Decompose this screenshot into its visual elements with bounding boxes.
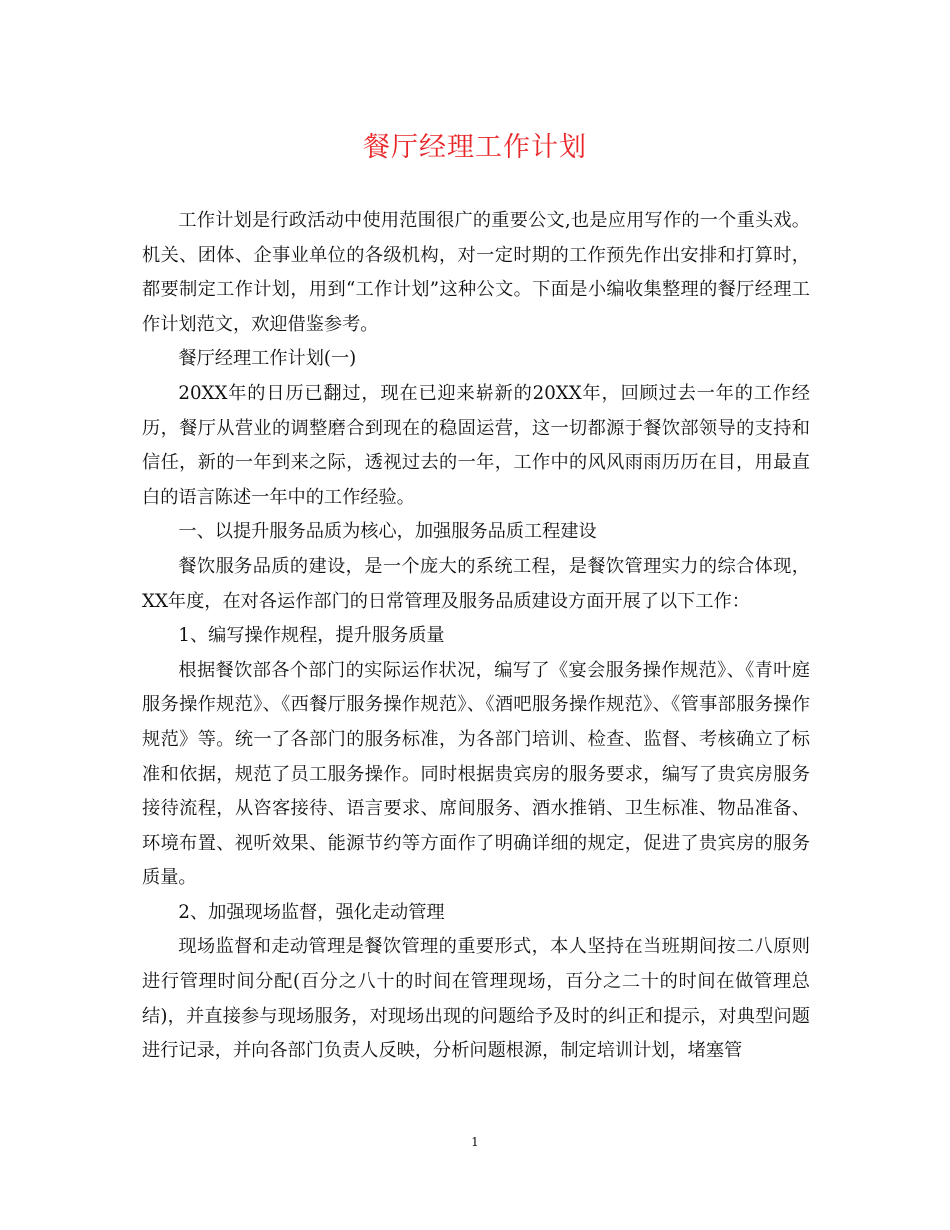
paragraph-procedures: 根据餐饮部各个部门的实际运作状况，编写了《宴会服务操作规范》、《青叶庭服务操作规范》、《西餐厅服务操作规范》、《酒吧服务操作规范》、《管事部服务操作规范》等。统一了各部门的服务标准，为各部门培训、检查、监督、考核确立了标准和依据，规范了员工服务操作。同时根据贵宾房的服务要求，编写了贵宾房服务接待流程，从咨客接待、语言要求、席间服务、酒水推销、卫生标准、物品准备、环境布置、视听效果、能源节约等方面作了明确详细的规定，促进了贵宾房的服务质量。 [142,659,810,889]
paragraph-review: 20XX年的日历已翻过，现在已迎来崭新的20XX年，回顾过去一年的工作经历，餐厅从营业的调整磨合到现在的稳固运营，这一切都源于餐饮部领导的支持和信任，新的一年到来之际，透视过去的一年，工作中的风风雨雨历历在目，用最直白的语言陈述一年中的工作经验。 [142,382,810,508]
paragraph-subheading-1: 1、编写操作规程，提升服务质量 [178,625,445,647]
paragraph-supervision: 现场监督和走动管理是餐饮管理的重要形式，本人坚持在当班期间按二八原则进行管理时间分配(百分之八十的时间在管理现场，百分之二十的时间在做管理总结)，并直接参与现场服务，对现场出现的问题给予及时的纠正和提示，对典型问题进行记录，并向各部门负责人反映，分析问题根源，制定培训计划，堵塞管 [142,936,810,1062]
paragraph-section-heading: 餐厅经理工作计划(一) [178,348,357,370]
paragraph-subheading-2: 2、加强现场监督，强化走动管理 [178,901,445,923]
paragraph-heading-1: 一、以提升服务品质为核心，加强服务品质工程建设 [178,521,597,543]
document-body [142,204,810,1069]
paragraph-intro: 工作计划是行政活动中使用范围很广的重要公文,也是应用写作的一个重头戏。机关、团体、企事业单位的各级机构，对一定时期的工作预先作出安排和打算时，都要制定工作计划，用到“工作计划”这种公文。下面是小编收集整理的餐厅经理工作计划范文，欢迎借鉴参考。 [142,210,810,335]
paragraph-service-quality: 餐饮服务品质的建设，是一个庞大的系统工程，是餐饮管理实力的综合体现，XX年度，在对各运作部门的日常管理及服务品质建设方面开展了以下工作： [142,555,810,612]
page-number: 1 [471,1135,479,1149]
document-title: 餐厅经理工作计划 [363,132,587,163]
